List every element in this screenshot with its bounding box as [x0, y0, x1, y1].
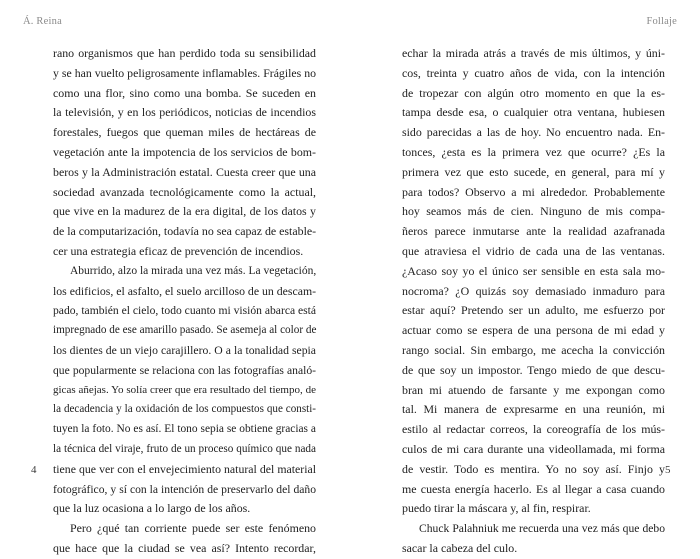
text-line: gicas añejas. Yo solía creer que era resultado del tiempo, de [53, 383, 316, 396]
text-line: echar la mirada atrás a través de mis últimos, y úni- [402, 46, 665, 60]
text-line: de la computarización, todavía no sea capaz de estable- [53, 224, 317, 239]
text-line: impregnado de ese amarillo pasado. Se asemeja al color de [53, 324, 317, 337]
text-line: hoy seamos más de cien. Ninguno de mis compa- [402, 204, 665, 219]
text-line: rango social. Sin embargo, me acecha la convicción [402, 342, 665, 357]
text-line: para todos? Observo a mi alrededor. Probablemente [402, 184, 665, 199]
text-line: rano organismos que han perdido toda su sensibilidad [53, 46, 316, 60]
text-line: forestales, fuegos que queman miles de hectáreas de [53, 125, 316, 140]
text-line: pado, también el cielo, todo cuanto mi visión abarca está [53, 304, 317, 318]
text-line: tiene que ver con el envejecimiento natural del material [53, 461, 316, 476]
text-line: y se han vuelto peligrosamente inflamables. Frágiles no [53, 65, 316, 80]
running-head-title: Follaje [646, 16, 677, 27]
text-line: de tropezar con algún otro momento en que la es- [402, 85, 665, 100]
text-line: actuar como se espera de una persona de mi edad y [402, 323, 665, 338]
paragraph [53, 44, 316, 262]
right-page [350, 0, 700, 555]
text-line: me cuesta energía hacerlo. Es al llegar a casa cuando [402, 481, 665, 496]
text-line: sido parecidas a las de hoy. No encuentro nada. En- [402, 125, 665, 140]
text-line: sociedad avanzada tecnológicamente como la actual, [53, 184, 316, 199]
text-line: estar aquí? Pretendo ser un adulto, me esfuerzo por [402, 303, 665, 318]
text-line: que popularmente se relaciona con las fotografías analó- [53, 363, 316, 377]
text-line: Pero ¿qué tan corriente puede ser este fenómeno [70, 521, 316, 536]
text-line: Aburrido, alzo la mirada una vez más. La vegetación, [70, 264, 317, 277]
text-line: culos de mi cara durante una videollamada, mi forma [402, 441, 665, 456]
text-line: beros y la Administración estatal. Cuesta creer que una [53, 164, 316, 179]
left-text-block [53, 44, 316, 559]
text-line: tampa desde esa, o cualquier otra ventana, hubiesen [402, 105, 665, 120]
text-line: que hace que la ciudad se vea así? Intento recordar, [53, 540, 316, 555]
text-line: ñeros parece inmutarse ante la realidad azafranada [402, 224, 665, 239]
text-line: como una flor, sino como una bomba. Se suceden en [53, 85, 316, 100]
text-line: tonces, ¿esta es la primera vez que ocurre? ¿Es la [402, 144, 665, 159]
text-line: Chuck Palahniuk me recuerda una vez más que debo [419, 522, 665, 536]
text-line: la televisión, y en los periódicos, noticias de incendios [53, 105, 316, 120]
text-line: los dientes de un viejo carajillero. O a la tonalidad sepia [53, 343, 316, 357]
text-line: que la luz ocasiona a lo largo de los años. [53, 501, 251, 516]
page-number-left: 4 [31, 464, 37, 476]
text-line: cos, treinta y cuatro años de vida, con la intención [402, 65, 665, 80]
left-page [0, 0, 350, 555]
text-line: bran mi atuendo de farsante y me expongan como [402, 382, 665, 397]
text-line: cer una estrategia eficaz de prevención de incendios. [53, 243, 304, 258]
paragraph [402, 519, 665, 559]
text-line: que atraviesa el vidrio de cada una de las ventanas. [402, 243, 665, 258]
running-head-author: Á. Reina [23, 16, 62, 27]
text-line: que vive en la madurez de la era digital, de los datos y [53, 204, 316, 219]
text-line: nocroma? ¿O quizás soy demasiado inmaduro para [402, 283, 665, 298]
text-line: puedo tirar la máscara y, al fin, respirar. [402, 501, 591, 516]
text-line: la técnica del viraje, fruto de un proceso químico que nada [53, 442, 316, 455]
text-line: los edificios, el asfalto, el suelo arcilloso de un descam- [53, 283, 317, 298]
text-line: la decadencia y la oxidación de los compuestos que consti- [53, 403, 316, 416]
paragraph [53, 519, 316, 559]
text-line: estilo al redactar correos, la coreografía de los mús- [402, 422, 665, 437]
text-line: ¿Acaso soy yo el único ser sensible en esta sala mo- [402, 263, 665, 278]
text-line: tal. Mi manera de expresarme en una reunión, mi [402, 402, 665, 417]
text-line: de que soy un impostor. Tengo miedo de que descu- [402, 362, 665, 377]
text-line: fotográfico, y sí con la intención de preservarlo del daño [53, 482, 316, 496]
paragraph [53, 262, 316, 519]
text-line: vegetación ante la impotencia de los servicios de bom- [53, 144, 316, 159]
text-line: de vestir. Todo es mentira. Yo no soy así. Finjo y [402, 461, 665, 476]
right-text-block [402, 44, 665, 559]
text-line: primera vez que esto sucede, en general, para mí y [402, 164, 665, 179]
text-line: tuyen la foto. No es así. El tono sepia se obtiene gracias a [53, 423, 316, 436]
text-line: sacar la cabeza del culo. [402, 540, 518, 555]
paragraph [402, 44, 665, 519]
page-number-right: 5 [665, 464, 671, 476]
